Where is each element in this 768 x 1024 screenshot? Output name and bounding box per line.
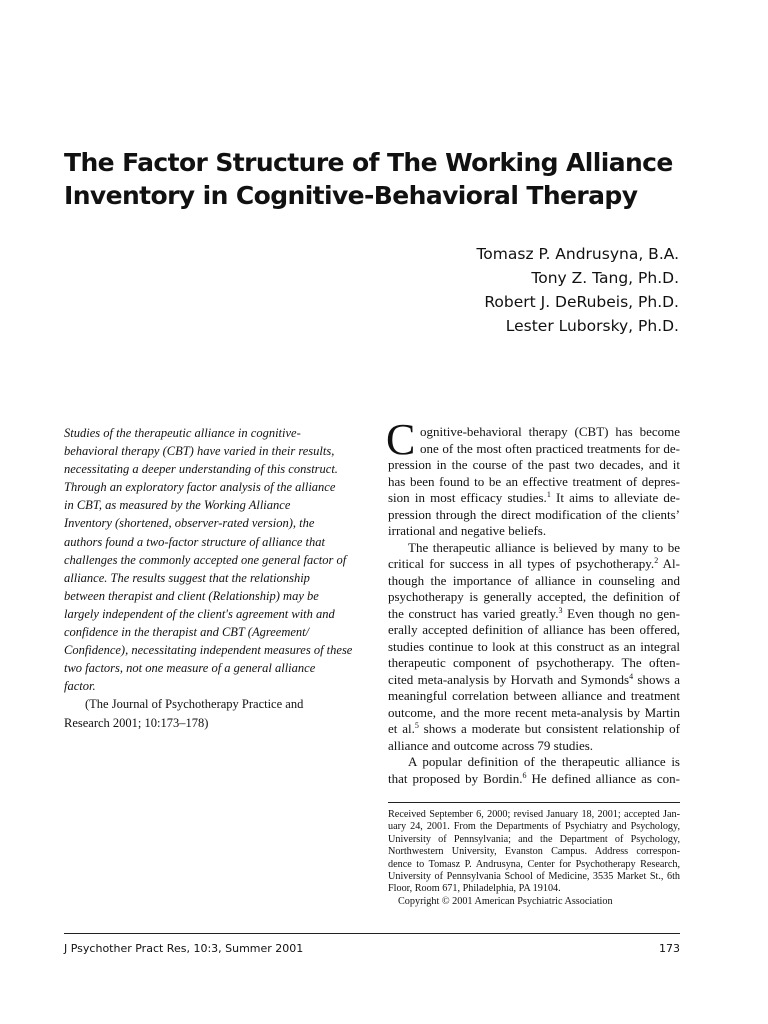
body-line: A popular definition of the therapeutic alliance is: [408, 754, 680, 769]
abstract-line: confidence in the therapist and CBT (Agreement/: [64, 625, 310, 640]
author-name: Tony Z. Tang, Ph.D.: [531, 269, 679, 287]
footnote-ref: 5: [414, 721, 419, 730]
abstract-line: Studies of the therapeutic alliance in cognitive-: [64, 426, 301, 440]
footer-divider: [64, 933, 680, 934]
abstract-line: behavioral therapy (CBT) have varied in their results,: [64, 444, 335, 459]
author-name: Robert J. DeRubeis, Ph.D.: [484, 293, 679, 311]
body-line: irrational and negative beliefs.: [388, 523, 547, 538]
body-line: pression through the direct modification of the clients’: [388, 506, 680, 522]
journal-citation: (The Journal of Psychotherapy Practice and: [85, 697, 304, 712]
body-line: alliance and outcome across 79 studies.: [388, 737, 594, 753]
abstract-line: Through an exploratory factor analysis of the alliance: [64, 480, 336, 495]
body-line: has been found to be an effective treatment of depres-: [388, 473, 680, 489]
text-run: shows a: [633, 671, 680, 687]
body-line: though the importance of alliance in counseling and: [388, 572, 680, 588]
text-run: He defined alliance as con-: [526, 770, 680, 786]
abstract-line: challenges the commonly accepted one general factor of: [64, 552, 347, 567]
text-run: cited meta-analysis by Horvath and Symonds: [388, 671, 630, 687]
author-name: Lester Luborsky, Ph.D.: [505, 317, 679, 335]
text-run: critical for success in all types of psychotherapy.: [388, 556, 655, 571]
body-line: [388, 606, 680, 623]
text-run: Even though no gen-: [562, 605, 681, 621]
abstract-line: Inventory (shortened, observer-rated version), the: [64, 516, 315, 531]
running-footer: J Psychother Pract Res, 10:3, Summer 2001: [64, 942, 304, 955]
abstract-line: factor.: [64, 679, 96, 694]
abstract-line: necessitating a deeper understanding of this construct.: [64, 462, 338, 477]
author-list: [476, 242, 679, 338]
author-name: Tomasz P. Andrusyna, B.A.: [476, 245, 679, 263]
text-run: sion in most efficacy studies.: [388, 490, 547, 505]
abstract-line: between therapist and client (Relationship) may be: [64, 588, 319, 603]
drop-cap: C: [386, 415, 416, 464]
page-number: 173: [659, 942, 680, 955]
title-line: The Factor Structure of The Working Alliance: [64, 148, 673, 177]
body-line: [388, 672, 680, 689]
abstract: [64, 424, 360, 732]
text-run: et al.: [388, 721, 415, 736]
body-line: psychotherapy is generally accepted, the definition of: [388, 589, 680, 604]
body-text: [386, 415, 681, 787]
footnote-line: Floor, Room 671, Philadelphia, PA 19104.: [388, 883, 561, 895]
footnote-line: uary 24, 2001. From the Departments of Psychiatry and Psychology,: [388, 821, 680, 833]
text-run: Al-: [658, 556, 680, 571]
abstract-line: largely independent of the client's agreement with and: [64, 606, 335, 621]
article-footnote: [388, 809, 680, 908]
footnote-line: Received September 6, 2000; revised January 18, 2001; accepted Jan-: [388, 809, 680, 820]
body-line: outcome, and the more recent meta-analysis by Martin: [388, 704, 680, 720]
body-line: therapeutic component of psychotherapy. The often-: [388, 655, 680, 670]
body-line: [388, 490, 680, 507]
footnote-ref: 4: [629, 671, 634, 681]
footnote-line: University of Pennsylvania; and the Department of Psychology,: [388, 833, 680, 845]
article-title: [64, 146, 704, 212]
body-line: [388, 771, 680, 788]
footnote-divider: [388, 802, 680, 803]
footnote-line: dence to Tomasz P. Andrusyna, Center for Psychotherapy Research,: [388, 858, 680, 870]
text-run: that proposed by Bordin.: [388, 770, 523, 786]
footnote-ref: 2: [654, 556, 659, 565]
body-line: erally accepted definition of alliance has been offered,: [388, 622, 680, 637]
text-run: the construct has varied greatly.: [388, 605, 559, 621]
text-run: It aims to alleviate de-: [550, 490, 680, 505]
body-line: meaningful correlation between alliance and treatment: [388, 688, 680, 703]
body-line: one of the most often practiced treatments for de-: [420, 440, 680, 456]
body-line: ognitive-behavioral therapy (CBT) has become: [420, 424, 680, 439]
body-line: studies continue to look at this construct as an integral: [388, 638, 680, 654]
abstract-line: authors found a two-factor structure of alliance that: [64, 534, 325, 549]
footnote-ref: 3: [558, 605, 563, 615]
abstract-line: two factors, not one measure of a general alliance: [64, 661, 316, 676]
abstract-line: in CBT, as measured by the Working Alliance: [64, 498, 291, 513]
journal-citation: Research 2001; 10:173–178): [64, 715, 209, 730]
footnote-ref: 1: [546, 490, 551, 499]
copyright-notice: Copyright © 2001 American Psychiatric Association: [398, 895, 613, 907]
footnote-line: University of Pennsylvania School of Medicine, 3535 Market St., 6th: [388, 871, 680, 883]
footnote-line: Northwestern University, Evanston Campus. Address correspon-: [388, 846, 680, 858]
abstract-line: alliance. The results suggest that the relationship: [64, 570, 310, 585]
title-line: Inventory in Cognitive-Behavioral Therapy: [64, 181, 638, 210]
body-line: The therapeutic alliance is believed by many to be: [408, 539, 680, 555]
body-line: [388, 721, 680, 738]
abstract-line: Confidence), necessitating independent measures of these: [64, 643, 353, 658]
body-line: [388, 556, 680, 573]
body-line: pression in the course of the past two decades, and it: [388, 457, 680, 472]
footnote-ref: 6: [522, 770, 527, 780]
text-run: shows a moderate but consistent relationship of: [418, 721, 681, 736]
